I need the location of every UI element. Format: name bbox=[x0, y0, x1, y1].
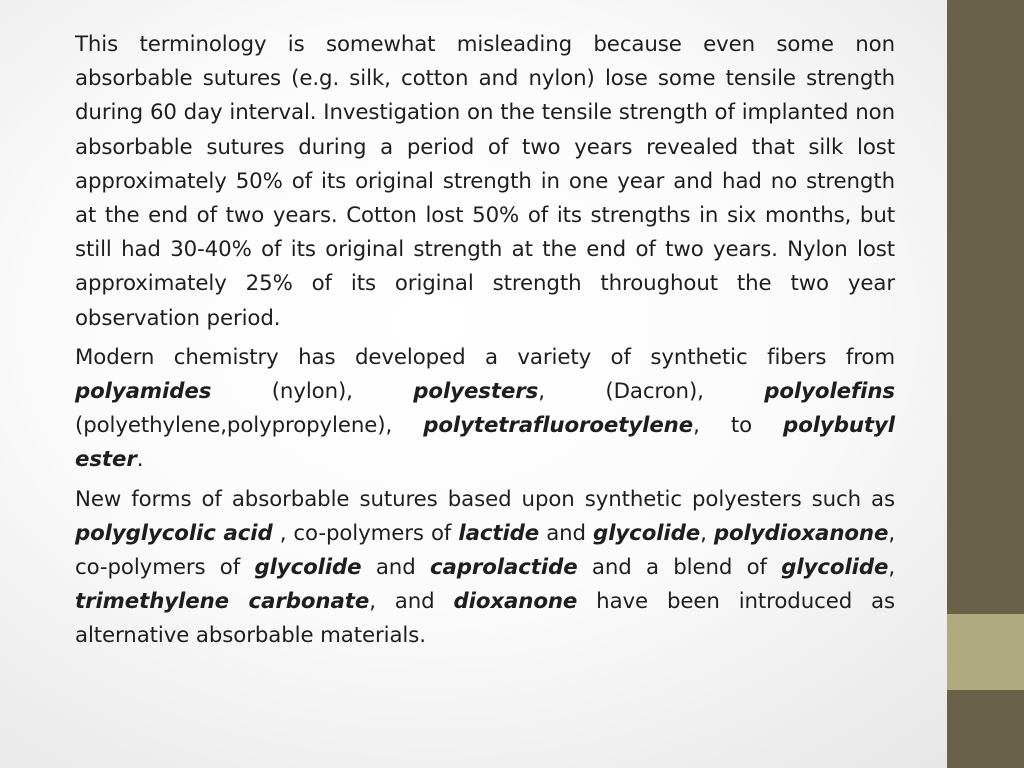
term-polytetrafluoroetylene: polytetrafluoroetylene bbox=[423, 413, 694, 439]
paragraph-tensile-strength bbox=[75, 28, 895, 336]
paragraph-text: (nylon), bbox=[211, 379, 414, 405]
term-polyamides: polyamides bbox=[75, 379, 212, 405]
paragraph-text: (polyethylene,polypropylene), bbox=[75, 413, 424, 439]
term-glycolide: glycolide bbox=[781, 555, 889, 581]
term-caprolactide: caprolactide bbox=[429, 555, 578, 581]
paragraph-text: , co-polymers of bbox=[75, 520, 895, 581]
paragraph-text: and bbox=[539, 520, 594, 546]
decorative-side-accent bbox=[947, 614, 1024, 690]
paragraph-text: , (Dacron), bbox=[538, 379, 765, 405]
term-polyesters: polyesters bbox=[413, 379, 539, 405]
term-polybutyl-ester: polybutyl ester bbox=[75, 413, 895, 473]
paragraph-text: , co-polymers of bbox=[272, 520, 459, 546]
paragraph-text: and bbox=[361, 555, 430, 581]
paragraph-text: This terminology is somewhat misleading because even some non absorbable sutures (e.g. silk, cotton and nylon) lose some tensile strength during 60 day interval. Investigation on the tensile strength of implanted non absorbable sutures during a period of two years revealed that silk lost approximately 50% of its original strength in one year and had no strength at the end of two years. Cotton lost 50% of its strengths in six months, but still had 30-40% of its original strength at the end of two years. Nylon lost approximately 25% of its original strength throughout the two year observation period. bbox=[75, 32, 895, 331]
paragraph-text: and a blend of bbox=[577, 555, 782, 581]
term-polydioxanone: polydioxanone bbox=[713, 520, 889, 546]
term-polyglycolic-acid: polyglycolic acid bbox=[75, 520, 273, 546]
term-glycolide: glycolide bbox=[254, 555, 362, 581]
paragraph-text: , bbox=[700, 520, 714, 546]
term-lactide: lactide bbox=[458, 520, 540, 546]
paragraph-text: New forms of absorbable sutures based upon synthetic polyesters such as bbox=[75, 486, 895, 512]
paragraph-text: Modern chemistry has developed a variety of synthetic fibers from bbox=[75, 344, 895, 370]
paragraph-text: , and bbox=[369, 589, 454, 615]
term-dioxanone: dioxanone bbox=[453, 589, 578, 615]
paragraph-text: , to bbox=[693, 413, 784, 439]
term-polyolefins: polyolefins bbox=[764, 379, 895, 405]
paragraph-absorbable-sutures bbox=[75, 483, 895, 654]
term-glycolide: glycolide bbox=[593, 520, 701, 546]
slide-body bbox=[75, 28, 895, 659]
paragraph-text: have been introduced as alternative absorbable materials. bbox=[75, 589, 895, 649]
paragraph-synthetic-fibers bbox=[75, 341, 895, 478]
paragraph-text: , bbox=[888, 555, 896, 581]
term-trimethylene-carbonate: trimethylene carbonate bbox=[75, 589, 370, 615]
paragraph-text: . bbox=[136, 447, 144, 473]
